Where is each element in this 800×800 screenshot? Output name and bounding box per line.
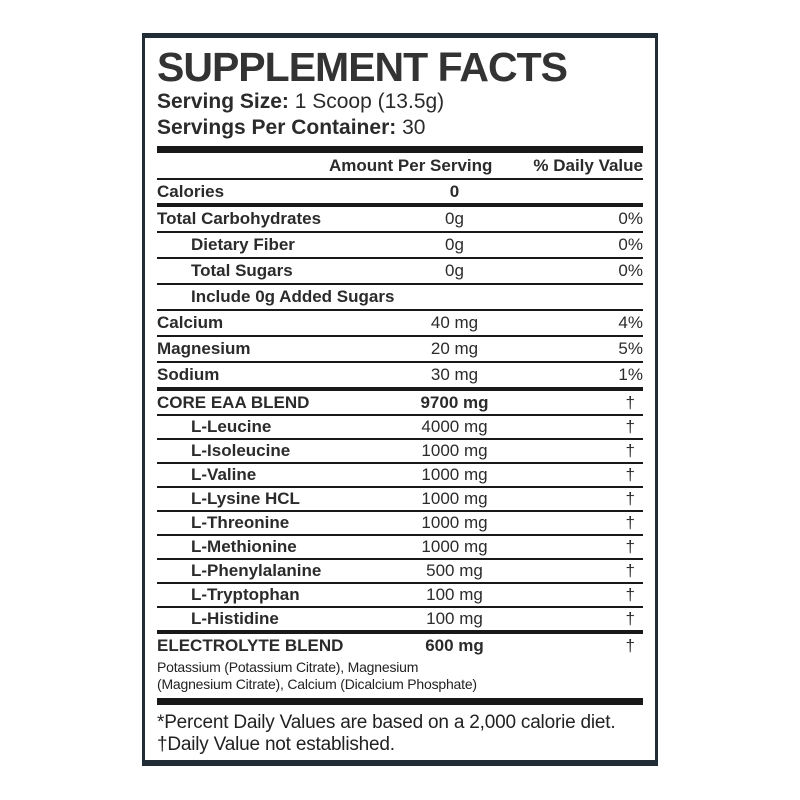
- table-row: [157, 285, 643, 309]
- daily-value-header: % Daily Value: [533, 155, 643, 175]
- table-row: [157, 536, 643, 558]
- row-daily-value: 4%: [618, 313, 643, 332]
- row-daily-value: †: [625, 561, 635, 580]
- table-row: [157, 180, 643, 203]
- electrolyte-subtext-line-2: (Magnesium Citrate), Calcium (Dicalcium Phosphate): [157, 676, 477, 692]
- table-row: [157, 207, 643, 231]
- row-name: L-Threonine: [191, 513, 290, 532]
- row-amount: 1000 mg: [421, 513, 488, 532]
- thick-divider-top: [157, 146, 643, 153]
- row-amount: 600 mg: [425, 635, 484, 655]
- table-header-row: [157, 153, 643, 178]
- table-row: [157, 391, 643, 414]
- table-row: [157, 233, 643, 257]
- table-row: [157, 488, 643, 510]
- servings-per-container-label: Servings Per Container:: [157, 116, 397, 139]
- row-name: L-Leucine: [191, 417, 272, 436]
- row-name: ELECTROLYTE BLEND: [157, 635, 344, 655]
- table-row: [157, 512, 643, 534]
- row-amount: 0g: [445, 209, 464, 228]
- row-daily-value: †: [625, 635, 635, 655]
- row-daily-value: †: [625, 465, 635, 484]
- row-name: Dietary Fiber: [191, 235, 295, 254]
- serving-size-line: [157, 89, 643, 115]
- electrolyte-subtext: [157, 659, 643, 693]
- row-daily-value: †: [625, 585, 635, 604]
- row-amount: 40 mg: [430, 313, 479, 332]
- table-row: [157, 416, 643, 438]
- row-name: L-Histidine: [191, 609, 279, 628]
- electrolyte-subtext-line-1: Potassium (Potassium Citrate), Magnesium: [157, 659, 419, 675]
- table-row: [157, 311, 643, 335]
- row-amount: 1000 mg: [421, 441, 488, 460]
- row-name: Magnesium: [157, 339, 251, 358]
- footnotes: [157, 712, 643, 756]
- footnote-percent-daily-value: *Percent Daily Values are based on a 2,000 calorie diet.: [157, 712, 616, 733]
- row-name: Calcium: [157, 313, 224, 332]
- table-row: [157, 560, 643, 582]
- row-daily-value: 5%: [618, 339, 643, 358]
- row-amount: 30 mg: [430, 365, 479, 384]
- row-name: Sodium: [157, 365, 220, 384]
- row-name: L-Phenylalanine: [191, 561, 322, 580]
- row-amount: 0: [449, 181, 460, 201]
- row-name: L-Lysine HCL: [191, 489, 300, 508]
- row-daily-value: †: [625, 513, 635, 532]
- row-daily-value: †: [625, 537, 635, 556]
- row-amount: 100 mg: [426, 609, 483, 628]
- row-daily-value: †: [625, 441, 635, 460]
- row-name: L-Isoleucine: [191, 441, 291, 460]
- panel-title: SUPPLEMENT FACTS: [157, 44, 567, 90]
- servings-per-container-line: [157, 115, 643, 141]
- table-row: [157, 440, 643, 462]
- row-name: Total Sugars: [191, 261, 293, 280]
- row-daily-value: †: [625, 609, 635, 628]
- row-name: Include 0g Added Sugars: [191, 287, 395, 306]
- table-row: [157, 584, 643, 606]
- row-name: L-Methionine: [191, 537, 297, 556]
- row-amount: 0g: [445, 235, 464, 254]
- row-name: L-Tryptophan: [191, 585, 300, 604]
- row-amount: 20 mg: [430, 339, 479, 358]
- supplement-facts-panel: [142, 33, 658, 766]
- row-amount: 1000 mg: [421, 537, 488, 556]
- table-body: [157, 180, 643, 657]
- row-daily-value: †: [625, 417, 635, 436]
- serving-size-value: 1 Scoop (13.5g): [294, 90, 445, 113]
- serving-size-label: Serving Size:: [157, 90, 289, 113]
- row-name: Calories: [157, 181, 225, 201]
- row-daily-value: 0%: [618, 209, 643, 228]
- thick-divider-bottom: [157, 698, 643, 705]
- row-amount: 0g: [445, 261, 464, 280]
- table-row: [157, 259, 643, 283]
- amount-per-serving-header: Amount Per Serving: [329, 155, 493, 175]
- table-row: [157, 464, 643, 486]
- row-name: CORE EAA BLEND: [157, 392, 310, 412]
- row-daily-value: †: [625, 392, 635, 412]
- row-daily-value: 0%: [618, 261, 643, 280]
- table-row: [157, 608, 643, 630]
- table-row: [157, 634, 643, 657]
- row-name: Total Carbohydrates: [157, 209, 322, 228]
- row-daily-value: 0%: [618, 235, 643, 254]
- row-amount: 4000 mg: [421, 417, 488, 436]
- footnote-daily-value-not-established: †Daily Value not established.: [157, 734, 395, 755]
- row-amount: 100 mg: [426, 585, 483, 604]
- row-amount: 1000 mg: [421, 465, 488, 484]
- servings-per-container-value: 30: [402, 116, 426, 139]
- table-row: [157, 337, 643, 361]
- row-amount: 500 mg: [426, 561, 483, 580]
- row-name: L-Valine: [191, 465, 257, 484]
- row-amount: 1000 mg: [421, 489, 488, 508]
- row-daily-value: †: [625, 489, 635, 508]
- row-daily-value: 1%: [618, 365, 643, 384]
- row-amount: 9700 mg: [420, 392, 489, 412]
- table-row: [157, 363, 643, 387]
